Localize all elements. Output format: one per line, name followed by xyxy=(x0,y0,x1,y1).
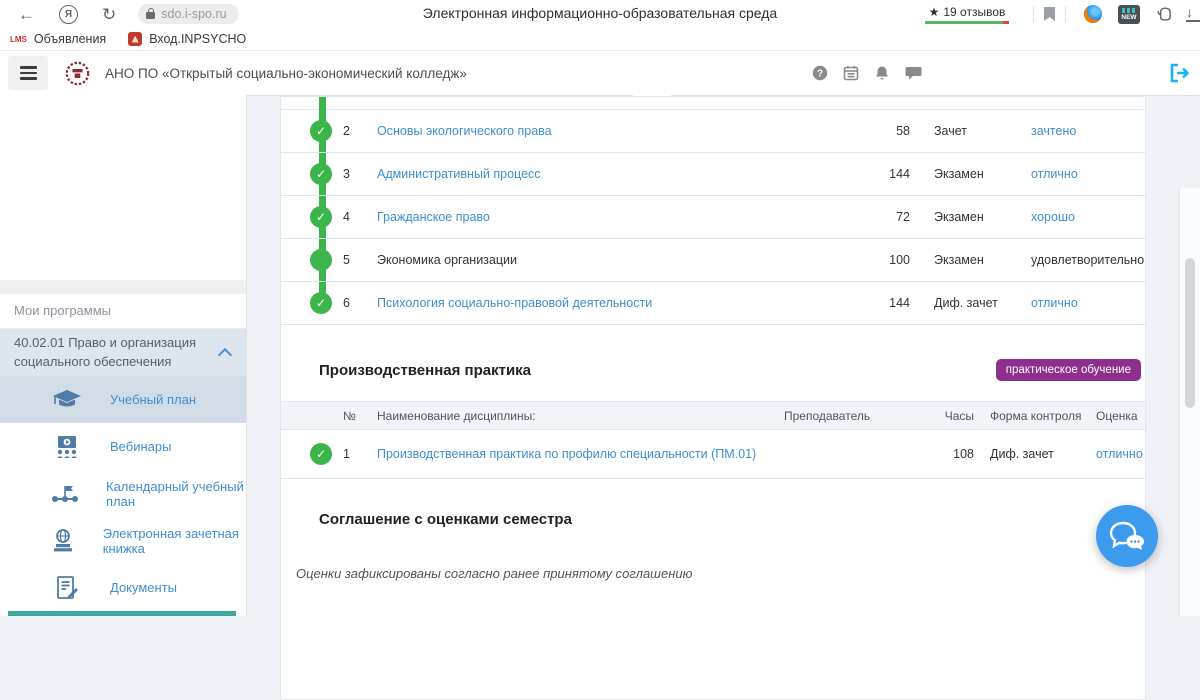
grade-link[interactable]: отлично xyxy=(1031,167,1078,181)
grade-link[interactable]: отлично xyxy=(1096,447,1143,461)
header-notch xyxy=(633,92,671,96)
svg-text:?: ? xyxy=(816,68,824,80)
globe-books-icon xyxy=(50,528,77,554)
col-header-teacher: Преподаватель xyxy=(784,408,871,423)
table-row xyxy=(281,430,1145,479)
table-row xyxy=(281,153,1145,196)
sidebar-nav xyxy=(0,376,246,611)
page-scrollbar xyxy=(1179,188,1200,616)
subject-link[interactable]: Административный процесс xyxy=(377,167,541,181)
document-pen-icon xyxy=(50,575,84,601)
url-field[interactable] xyxy=(138,4,238,24)
milestones-flag-icon xyxy=(50,483,80,505)
yandex-browser-icon[interactable]: Я xyxy=(59,5,78,24)
collections-icon[interactable] xyxy=(1156,6,1174,22)
sidebar-divider-band xyxy=(0,280,246,294)
chevron-up-icon xyxy=(218,347,232,361)
lms-favicon: LMS xyxy=(10,34,27,44)
hours-value: 144 xyxy=(889,296,910,310)
table-row xyxy=(281,110,1145,153)
sidebar-item-curriculum[interactable] xyxy=(0,376,246,423)
hours-value: 108 xyxy=(953,447,974,461)
content-panel xyxy=(280,96,1146,700)
col-header-grade: Оценка xyxy=(1096,408,1138,423)
status-check-icon: ✓ xyxy=(310,120,332,142)
row-number: 5 xyxy=(343,253,350,267)
webinar-icon xyxy=(50,435,84,459)
org-name: АНО ПО «Открытый социально-экономический колледж» xyxy=(105,65,467,81)
grade-link[interactable]: отлично xyxy=(1031,296,1078,310)
sidebar-item-calendar-plan[interactable] xyxy=(0,470,246,517)
practice-section-title: Производственная практика xyxy=(319,361,532,379)
scrollbar-thumb[interactable] xyxy=(1185,258,1195,408)
hours-value: 144 xyxy=(889,167,910,181)
sidebar-item-label: Электронная зачетная книжка xyxy=(102,525,239,556)
grade-text: удовлетворительно xyxy=(1031,253,1145,267)
hours-value: 100 xyxy=(889,253,910,267)
subject-text: Экономика организации xyxy=(377,253,517,267)
row-number: 4 xyxy=(343,210,350,224)
subject-link[interactable]: Производственная практика по профилю специальности (ПМ.01) xyxy=(377,447,757,461)
agreement-note: Оценки зафиксированы согласно ранее принятому соглашению xyxy=(296,566,693,581)
chat-icon[interactable] xyxy=(905,65,922,81)
control-form: Экзамен xyxy=(934,210,984,224)
inpsycho-favicon xyxy=(128,32,142,46)
row-number: 3 xyxy=(343,167,350,181)
download-icon[interactable]: ↓ xyxy=(1186,6,1200,22)
sidebar-section-label: Мои программы xyxy=(0,294,246,329)
control-form: Диф. зачет xyxy=(990,447,1054,461)
status-check-icon: ✓ xyxy=(310,163,332,185)
app-header xyxy=(0,51,1200,96)
star-icon: ★ xyxy=(928,4,940,19)
bookmarks-bar xyxy=(0,28,1200,51)
sidebar-item-webinars[interactable] xyxy=(0,423,246,470)
subject-link[interactable]: Психология социально-правовой деятельности xyxy=(377,296,653,310)
sidebar-item-label: Вебинары xyxy=(110,439,172,454)
control-form: Экзамен xyxy=(934,167,984,181)
chat-bubbles-icon xyxy=(1109,521,1145,551)
new-icon-pattern xyxy=(1122,8,1136,13)
rating-bar xyxy=(925,21,1009,24)
bookmark-inpsycho[interactable] xyxy=(128,32,246,46)
grade-link[interactable]: зачтено xyxy=(1031,124,1077,138)
control-form: Зачет xyxy=(934,124,968,138)
workspace xyxy=(0,94,1200,616)
col-header-control: Форма контроля xyxy=(990,408,1082,423)
table-row xyxy=(281,282,1145,325)
control-form: Диф. зачет xyxy=(934,296,998,310)
bookmark-label: Вход.INPSYCHO xyxy=(149,32,247,46)
col-header-subject: Наименование дисциплины: xyxy=(377,408,536,423)
graduation-cap-icon xyxy=(50,389,84,411)
subject-link[interactable]: Гражданское право xyxy=(377,210,490,224)
control-form: Экзамен xyxy=(934,253,984,267)
hours-value: 72 xyxy=(896,210,910,224)
sidebar-item-label: Документы xyxy=(110,580,178,595)
col-header-num: № xyxy=(343,408,356,423)
bookmark-label: Объявления xyxy=(33,32,107,46)
reviews-button[interactable] xyxy=(925,5,1009,24)
subject-link[interactable]: Основы экологического права xyxy=(377,124,552,138)
table-row-partial xyxy=(281,97,1145,110)
sidebar-program-header[interactable] xyxy=(0,329,246,376)
url-text: sdo.i-spo.ru xyxy=(161,7,227,21)
table-row xyxy=(281,239,1145,282)
sidebar-bottom-item-cut[interactable] xyxy=(8,611,236,616)
program-label: 40.02.01 Право и организация социального обеспечения xyxy=(14,334,197,369)
table-row xyxy=(281,196,1145,239)
status-dot-icon xyxy=(310,249,332,271)
sidebar-item-label: Календарный учебный план xyxy=(106,478,244,509)
college-logo xyxy=(64,60,91,87)
sidebar-item-gradebook[interactable] xyxy=(0,517,246,564)
col-header-hours: Часы xyxy=(944,408,974,423)
bell-icon[interactable] xyxy=(874,65,890,81)
page-title: Электронная информационно-образовательная среда xyxy=(422,5,778,21)
row-number: 1 xyxy=(343,447,350,461)
extension-new-icon[interactable] xyxy=(1118,5,1140,24)
hamburger-menu-button[interactable] xyxy=(8,56,48,90)
logout-icon[interactable] xyxy=(1168,62,1190,84)
practice-table-header xyxy=(281,401,1145,430)
sidebar-item-label: Учебный план xyxy=(110,392,196,407)
reload-icon[interactable]: ↻ xyxy=(102,4,117,24)
agreement-section-title: Соглашение с оценками семестра xyxy=(319,511,572,528)
new-badge-text: NEW xyxy=(1121,14,1137,21)
sidebar-item-documents[interactable] xyxy=(0,564,246,611)
divider xyxy=(1065,6,1066,22)
sidebar xyxy=(0,94,247,616)
calendar-icon[interactable] xyxy=(843,65,859,81)
back-icon[interactable]: ← xyxy=(18,4,35,24)
extension-sphere-icon[interactable] xyxy=(1084,5,1102,23)
hours-value: 58 xyxy=(896,124,910,138)
divider xyxy=(1033,6,1034,22)
help-icon[interactable] xyxy=(812,65,828,81)
grade-link[interactable]: хорошо xyxy=(1031,210,1075,224)
status-check-icon: ✓ xyxy=(310,292,332,314)
practice-badge: практическое обучение xyxy=(996,359,1141,381)
browser-address-bar xyxy=(0,0,1200,28)
row-number: 6 xyxy=(343,296,350,310)
support-chat-button[interactable] xyxy=(1096,505,1158,567)
bookmark-flag-icon[interactable] xyxy=(1044,7,1055,21)
reviews-count: 19 отзывов xyxy=(943,4,1006,19)
bookmark-announcements[interactable] xyxy=(10,32,106,46)
status-check-icon: ✓ xyxy=(310,206,332,228)
lock-icon xyxy=(146,12,155,19)
row-number: 2 xyxy=(343,124,350,138)
status-check-icon: ✓ xyxy=(310,443,332,465)
